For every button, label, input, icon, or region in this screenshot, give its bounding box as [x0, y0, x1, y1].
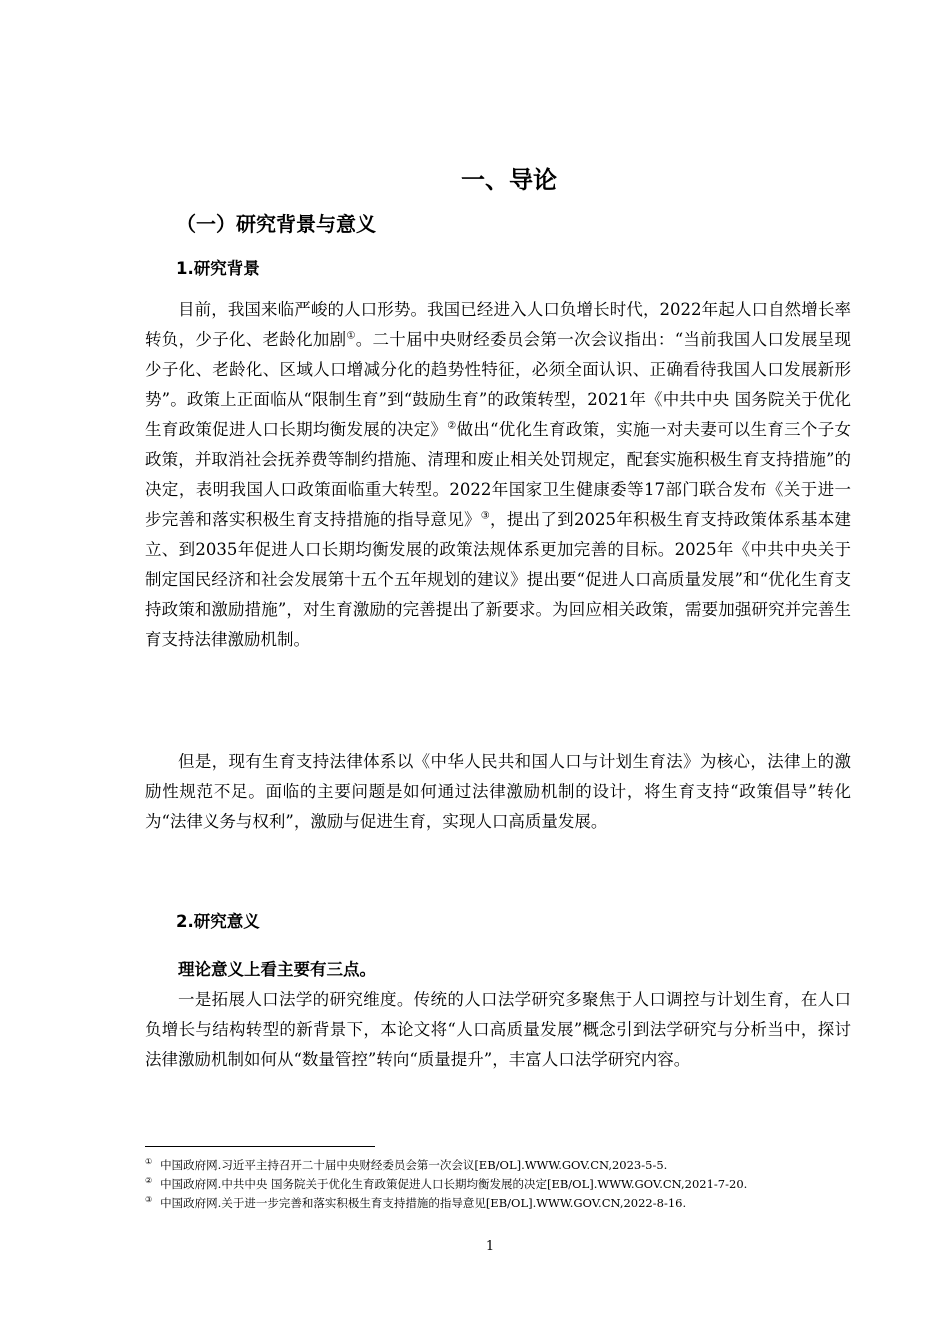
page-number: 1 — [485, 1239, 495, 1254]
footnote-ref-3[interactable]: ③ — [480, 510, 491, 522]
paragraph-problem: 但是，现有生育支持法律体系以《中华人民共和国人口与计划生育法》为核心，法律上的激励性规范不足。面临的主要问题是如何通过法律激励机制的设计，将生育支持“政策倡导”转化为“法律义务与权利”，激励与促进生育，实现人口高质量发展。 — [145, 752, 851, 831]
footnote-2 — [145, 1175, 845, 1193]
footnote-text: 中国政府网.中共中央 国务院关于优化生育政策促进人口长期均衡发展的决定[EB/OL].WWW.GOV.CN,2021-7-20. — [160, 1177, 748, 1191]
paragraph-background — [145, 295, 851, 655]
section-title: （一）研究背景与意义 — [176, 212, 376, 236]
paragraph-text: 目前，我国来临严峻的人口形势。我国已经进入人口负增长时代，2022年起人口自然增长率转负，少子化、老龄化加剧 — [145, 300, 851, 349]
footnote-ref-1[interactable]: ① — [346, 330, 356, 342]
paragraph-text: 做出“优化生育政策，实施一对夫妻可以生育三个子女政策，并取消社会抚养费等制约措施、清理和废止相关处罚规定，配套实施积极生育支持措施”的决定，表明我国人口政策面临重大转型。2022年国家卫生健康委等17部门联合发布《关于进一步完善和落实积极生育支持措施的指导意见》 — [145, 420, 852, 529]
significance-paragraph-block — [145, 955, 851, 1075]
footnotes — [145, 1156, 845, 1213]
footnote-mark: ② — [145, 1176, 153, 1186]
subsection-title-significance: 2.研究意义 — [176, 912, 260, 931]
paragraph-theory-point-one: 一是拓展人口法学的研究维度。传统的人口法学研究多聚焦于人口调控与计划生育，在人口负增长与结构转型的新背景下，本论文将“人口高质量发展”概念引到法学研究与分析当中，探讨法律激励机制如何从“数量管控”转向“质量提升”，丰富人口法学研究内容。 — [145, 990, 851, 1069]
footnote-text: 中国政府网.习近平主持召开二十届中央财经委员会第一次会议[EB/OL].WWW.GOV.CN,2023-5-5. — [160, 1158, 668, 1172]
problem-paragraph-block — [145, 747, 851, 837]
footnote-1 — [145, 1156, 845, 1174]
paragraph-theory-heading: 理论意义上看主要有三点。 — [178, 960, 376, 979]
paragraph-text: 。二十届中央财经委员会第一次会议指出：“当前我国人口发展呈现少子化、老龄化、区域人口增减分化的趋势性特征，必须全面认识、正确看待我国人口发展新形势”。政策上正面临从“限制生育”到“鼓励生育”的政策转型，2021年《中共中央 国务院关于优化生育政策促进人口长期均衡发展的决定》 — [145, 330, 852, 439]
subsection-title-background: 1.研究背景 — [176, 259, 260, 278]
footnote-mark: ① — [145, 1157, 153, 1167]
background-paragraph-block — [145, 295, 851, 655]
footnote-ref-2[interactable]: ② — [447, 420, 457, 432]
chapter-title: 一、导论 — [461, 166, 557, 194]
footnote-mark: ③ — [145, 1195, 153, 1205]
footnote-divider — [145, 1146, 375, 1147]
footnote-3 — [145, 1194, 845, 1212]
paragraph-text: ，提出了到2025年积极生育支持政策体系基本建立、到2035年促进人口长期均衡发展的政策法规体系更加完善的目标。2025年《中共中央关于制定国民经济和社会发展第十五个五年规划的建议》提出要“促进人口高质量发展”和“优化生育支持政策和激励措施”，对生育激励的完善提出了新要求。为回应相关政策，需要加强研究并完善生育支持法律激励机制。 — [145, 510, 852, 649]
footnote-text: 中国政府网.关于进一步完善和落实积极生育支持措施的指导意见[EB/OL].WWW.GOV.CN,2022-8-16. — [160, 1196, 687, 1210]
